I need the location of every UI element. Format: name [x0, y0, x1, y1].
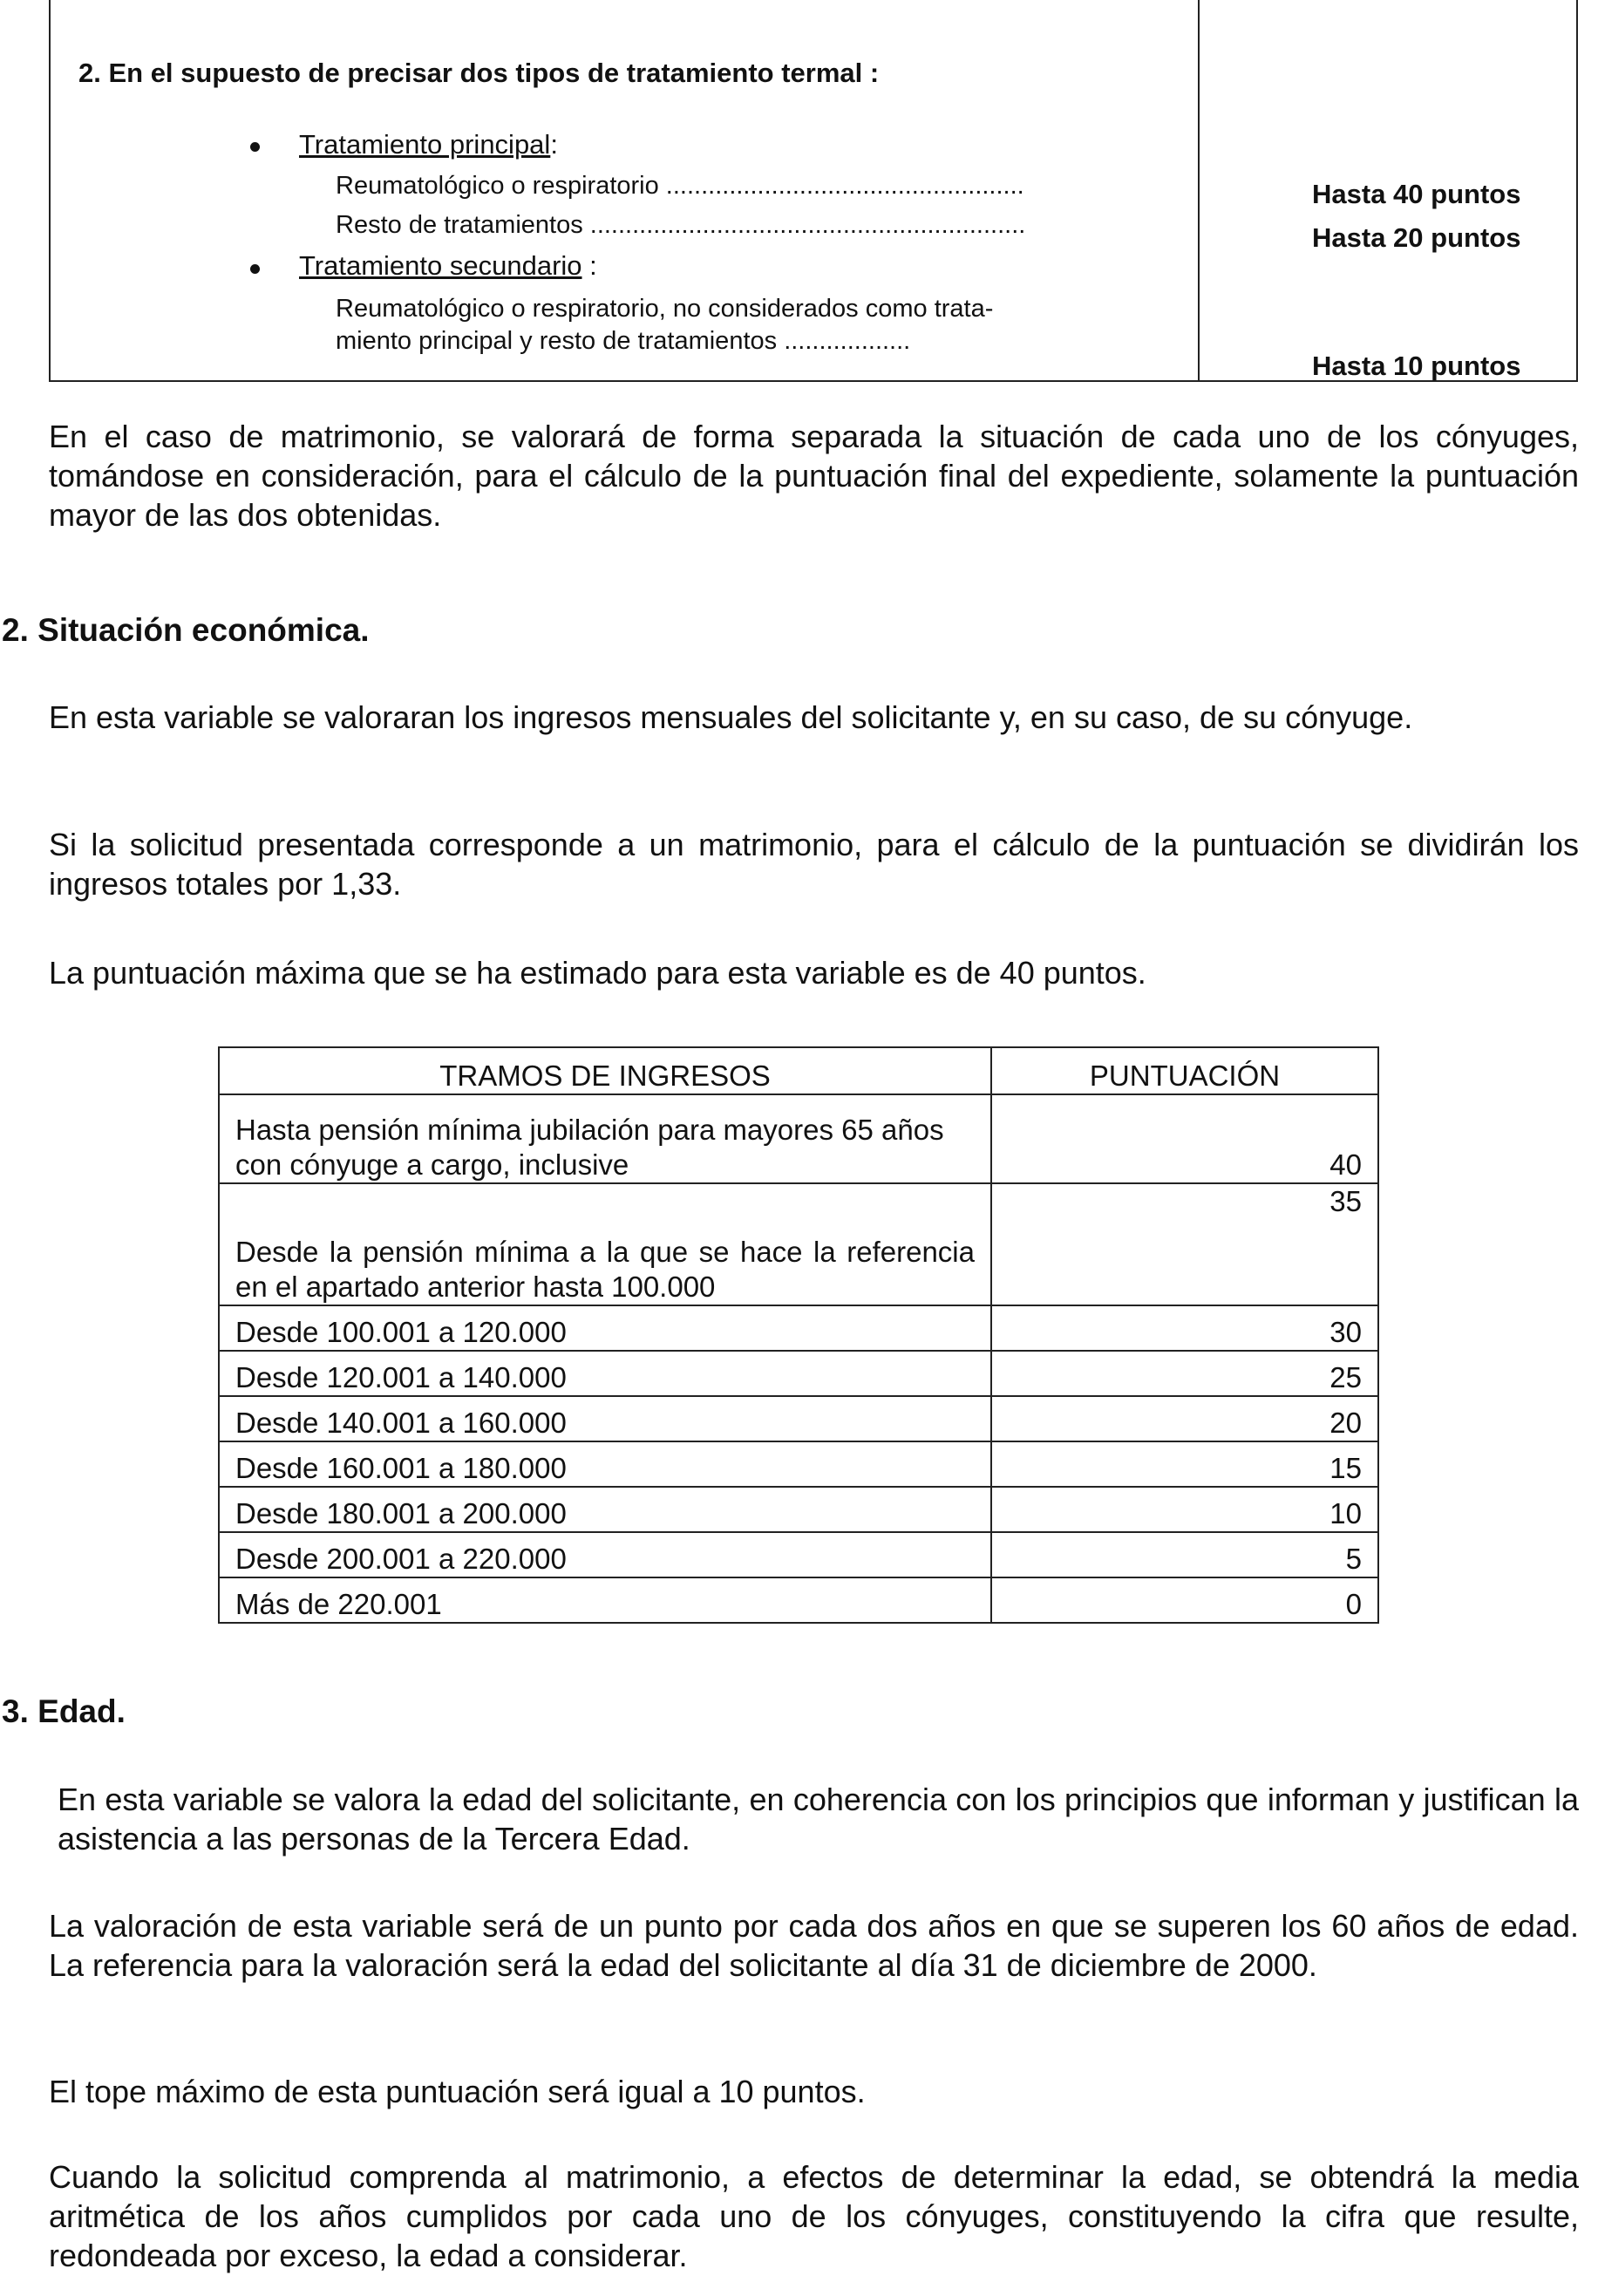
principal-label: Tratamiento principal:	[299, 129, 558, 160]
income-table	[218, 1046, 1379, 1624]
table-row	[219, 1487, 1378, 1532]
table-row	[219, 1094, 1378, 1183]
income-range: Desde 100.001 a 120.000	[219, 1305, 991, 1351]
income-range: Desde 120.001 a 140.000	[219, 1351, 991, 1396]
column-header-score: PUNTUACIÓN	[991, 1047, 1378, 1094]
points-principal-2: Hasta 20 puntos	[1312, 222, 1521, 253]
points-principal-1: Hasta 40 puntos	[1312, 179, 1521, 209]
section-2-paragraph-1: En esta variable se valoraran los ingresos mensuales del solicitante y, en su caso, de su cónyuge.	[49, 699, 1413, 735]
table-row	[219, 1305, 1378, 1351]
income-range: Hasta pensión mínima jubilación para mayores 65 años con cónyuge a cargo, inclusive	[219, 1094, 991, 1183]
section-3-paragraph-3: El tope máximo de esta puntuación será igual a 10 puntos.	[49, 2074, 866, 2109]
income-score: 30	[991, 1305, 1378, 1351]
bullet-icon	[250, 264, 260, 274]
section-3-paragraph-1: En esta variable se valora la edad del solicitante, en coherencia con los principios que informan y justifican la asistencia a las personas de la Tercera Edad.	[58, 1782, 1579, 1857]
paragraph-marriage: En el caso de matrimonio, se valorará de forma separada la situación de cada uno de los cónyuges, tomándose en consideración, para el cálculo de la puntuación final del expediente, solamente la puntuación mayor de las dos obtenidas.	[49, 419, 1579, 533]
principal-item-1: Reumatológico o respiratorio ...................................................	[336, 172, 1024, 200]
bullet-icon	[250, 142, 260, 152]
section-2-paragraph-3: La puntuación máxima que se ha estimado para esta variable es de 40 puntos.	[49, 955, 1146, 991]
treatment-heading: 2. En el supuesto de precisar dos tipos de tratamiento termal :	[78, 58, 880, 88]
column-header-income-ranges: TRAMOS DE INGRESOS	[219, 1047, 991, 1094]
income-range: Desde la pensión mínima a la que se hace la referencia en el apartado anterior hasta 100.000	[219, 1183, 991, 1305]
section-3-heading: 3. Edad.	[2, 1693, 126, 1729]
income-range: Desde 140.001 a 160.000	[219, 1396, 991, 1441]
table-row	[219, 1183, 1378, 1305]
principal-item-2: Resto de tratamientos ..............................................................	[336, 211, 1026, 239]
table-header-row	[219, 1047, 1378, 1094]
income-score: 5	[991, 1532, 1378, 1577]
table-row	[219, 1351, 1378, 1396]
income-score: 25	[991, 1351, 1378, 1396]
section-3-paragraph-2: La valoración de esta variable será de un punto por cada dos años en que se superen los 60 años de edad. La referencia para la valoración será la edad del solicitante al día 31 de diciembre de 2000.	[49, 1908, 1579, 1983]
section-3-paragraph-4: Cuando la solicitud comprenda al matrimonio, a efectos de determinar la edad, se obtendrá la media aritmética de los años cumplidos por cada uno de los cónyuges, constituyendo la cifra que resulte, redondeada por exceso, la edad a considerar.	[49, 2159, 1579, 2273]
income-range: Más de 220.001	[219, 1577, 991, 1623]
income-range: Desde 180.001 a 200.000	[219, 1487, 991, 1532]
secondary-text-2: miento principal y resto de tratamientos ..................	[336, 327, 911, 355]
secondary-label: Tratamiento secundario :	[299, 250, 597, 281]
income-range: Desde 160.001 a 180.000	[219, 1441, 991, 1487]
income-score: 15	[991, 1441, 1378, 1487]
income-score: 20	[991, 1396, 1378, 1441]
table-row	[219, 1396, 1378, 1441]
income-range: Desde 200.001 a 220.000	[219, 1532, 991, 1577]
income-score: 10	[991, 1487, 1378, 1532]
section-2-heading: 2. Situación económica.	[2, 612, 370, 648]
table-row	[219, 1577, 1378, 1623]
income-score: 0	[991, 1577, 1378, 1623]
income-score: 35	[991, 1183, 1378, 1305]
section-2-paragraph-2: Si la solicitud presentada corresponde a un matrimonio, para el cálculo de la puntuación se dividirán los ingresos totales por 1,33.	[49, 827, 1579, 902]
table-row	[219, 1532, 1378, 1577]
column-divider	[1198, 0, 1200, 382]
secondary-text-1: Reumatológico o respiratorio, no considerados como trata-	[336, 295, 994, 323]
points-secondary: Hasta 10 puntos	[1312, 351, 1521, 381]
table-row	[219, 1441, 1378, 1487]
income-score: 40	[991, 1094, 1378, 1183]
